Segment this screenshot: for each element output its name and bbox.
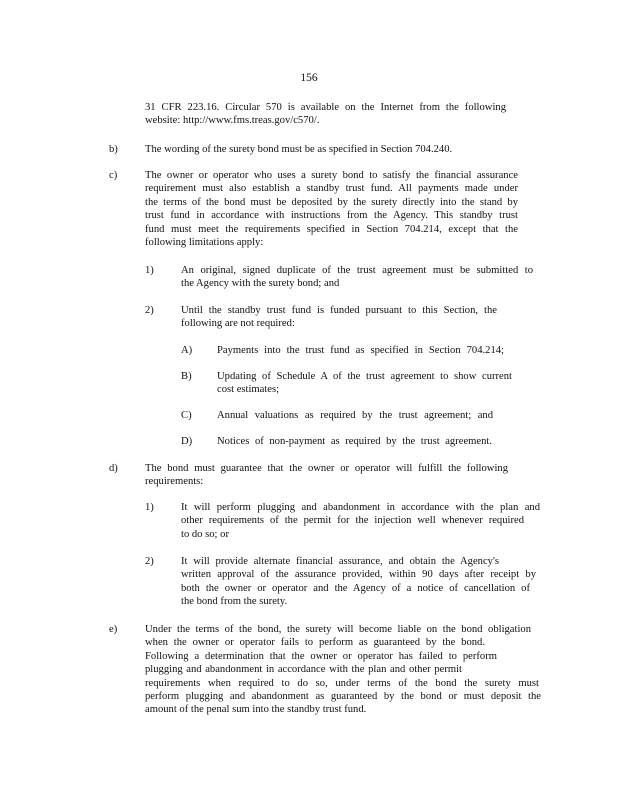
- section-d-item-2: [181, 555, 536, 609]
- section-d-paragraph: [145, 462, 508, 489]
- section-d-item-2-label: 2): [145, 556, 154, 567]
- section-c-sub-c-label: C): [181, 410, 192, 421]
- section-c-item-1-label: 1): [145, 265, 154, 276]
- section-c-line-2: requirement must also establish a standby trust fund. All payments made under: [145, 183, 518, 195]
- section-c-sub-d: [217, 435, 492, 448]
- section-d-item-1-line-2: other requirements of the permit for the injection well whenever required: [181, 515, 524, 527]
- section-b-label: b): [109, 144, 118, 155]
- section-d-item-1-line-3: to do so; or: [181, 528, 229, 540]
- section-e-paragraph: [145, 623, 541, 717]
- section-d-item-2-line-2: written approval of the assurance provided, within 90 days after receipt by: [181, 569, 536, 581]
- section-c-item-2-line-1: Until the standby trust fund is funded pursuant to this Section, the: [181, 305, 497, 316]
- section-e-line-7: amount of the penal sum into the standby trust fund.: [145, 704, 367, 716]
- section-d-item-2-line-3: both the owner or operator and the Agency of a notice of cancellation of: [181, 582, 530, 594]
- section-c-item-2-line-2: following are not required:: [181, 318, 295, 330]
- section-c-sub-c-line-1: Annual valuations as required by the trust agreement; and: [217, 410, 493, 421]
- section-c-sub-c: [217, 409, 493, 422]
- intro-line-2: website: http://www.fms.treas.gov/c570/.: [145, 115, 320, 127]
- section-d-item-1: [181, 501, 540, 541]
- section-c-sub-a-line-1: Payments into the trust fund as specified in Section 704.214;: [217, 345, 504, 356]
- section-c-item-1: [181, 264, 533, 291]
- section-d-item-2-line-1: It will provide alternate financial assurance, and obtain the Agency's: [181, 556, 499, 567]
- section-c-line-3: the terms of the bond must be deposited by the surety directly into the stand by: [145, 196, 518, 208]
- section-c-line-1: The owner or operator who uses a surety bond to satisfy the financial assurance: [145, 170, 518, 181]
- section-c-sub-d-line-1: Notices of non-payment as required by the trust agreement.: [217, 436, 492, 447]
- section-e-line-4: plugging and abandonment in accordance with the plan and other permit: [145, 664, 462, 676]
- intro-paragraph: [145, 101, 506, 128]
- section-d-line-1: The bond must guarantee that the owner or operator will fulfill the following: [145, 463, 508, 474]
- section-e-line-5: requirements when required to do so, under terms of the bond the surety must: [145, 677, 539, 689]
- section-c-item-1-line-2: the Agency with the surety bond; and: [181, 278, 340, 290]
- section-e-label: e): [109, 624, 118, 635]
- section-e-line-6: perform plugging and abandonment as guaranteed by the bond or must deposit the: [145, 691, 541, 703]
- section-e-line-2: when the owner or operator fails to perform as guaranteed by the bond.: [145, 637, 485, 649]
- section-d-line-2: requirements:: [145, 476, 204, 488]
- section-c-line-5: fund must meet the requirements specified in Section 704.214, except that the: [145, 223, 518, 235]
- section-d-label: d): [109, 463, 118, 474]
- section-c-sub-a: [217, 344, 504, 357]
- section-c-sub-b-label: B): [181, 371, 192, 382]
- section-c-item-1-line-1: An original, signed duplicate of the trust agreement must be submitted to: [181, 265, 533, 276]
- section-c-sub-d-label: D): [181, 436, 193, 447]
- page-number: 156: [300, 72, 318, 84]
- section-c-item-2: [181, 304, 497, 331]
- section-b-text: The wording of the surety bond must be as specified in Section 704.240.: [145, 144, 453, 155]
- section-c-line-6: following limitations apply:: [145, 237, 264, 249]
- section-e-line-1: Under the terms of the bond, the surety will become liable on the bond obligation: [145, 624, 531, 635]
- section-c-item-2-label: 2): [145, 305, 154, 316]
- intro-line-1: 31 CFR 223.16. Circular 570 is available on the Internet from the following: [145, 102, 506, 113]
- section-d-item-1-label: 1): [145, 502, 154, 513]
- section-d-item-2-line-4: the bond from the surety.: [181, 596, 288, 608]
- section-c-sub-b: [217, 370, 512, 397]
- section-d-item-1-line-1: It will perform plugging and abandonment in accordance with the plan and: [181, 502, 540, 513]
- section-c-paragraph: [145, 169, 518, 249]
- section-e-line-3: Following a determination that the owner or operator has failed to perform: [145, 650, 497, 662]
- section-c-sub-a-label: A): [181, 345, 193, 356]
- section-c-sub-b-line-1: Updating of Schedule A of the trust agreement to show current: [217, 371, 512, 382]
- section-c-line-4: trust fund in accordance with instructions from the Agency. This standby trust: [145, 210, 518, 222]
- section-c-sub-b-line-2: cost estimates;: [217, 384, 280, 396]
- section-c-label: c): [109, 170, 118, 181]
